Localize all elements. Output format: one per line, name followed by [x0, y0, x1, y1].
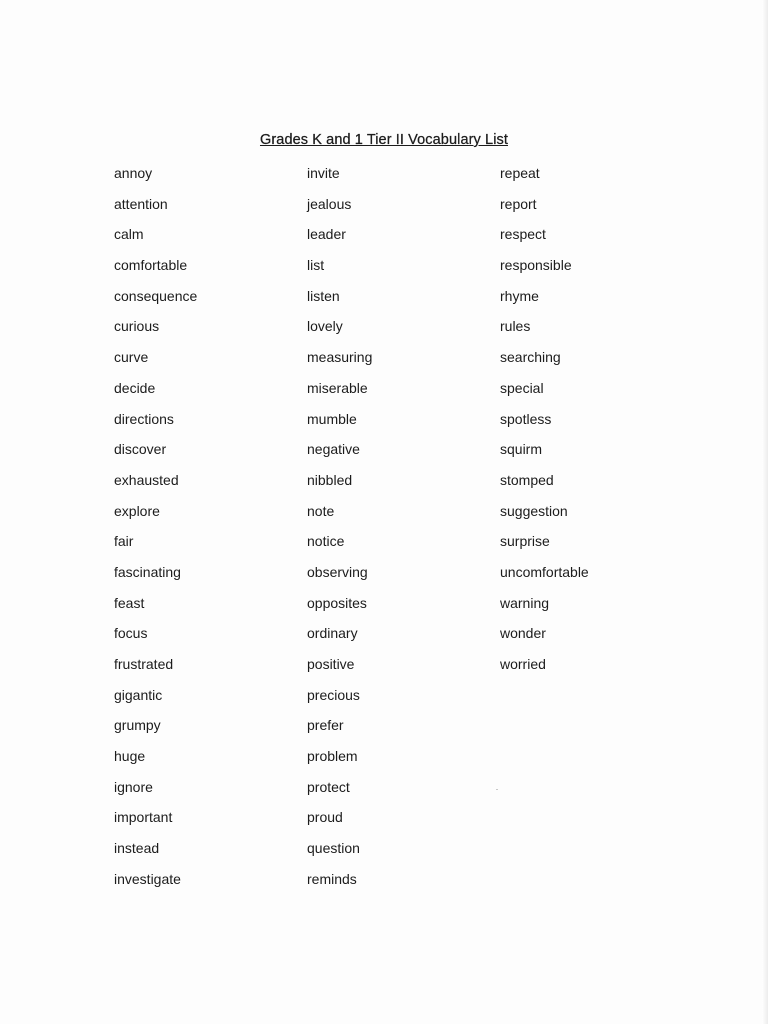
- vocabulary-word: attention: [114, 195, 168, 212]
- vocabulary-word: ordinary: [307, 625, 358, 642]
- vocabulary-word: suggestion: [500, 502, 568, 519]
- scan-speck: [496, 789, 498, 790]
- vocabulary-word: searching: [500, 349, 561, 366]
- vocabulary-word: list: [307, 257, 325, 274]
- vocabulary-word: reminds: [307, 870, 357, 887]
- vocabulary-word: huge: [114, 748, 146, 765]
- vocabulary-word: special: [500, 379, 544, 396]
- vocabulary-word: gigantic: [114, 686, 163, 703]
- vocabulary-word: wonder: [500, 625, 546, 642]
- vocabulary-column-2: [307, 162, 372, 899]
- vocabulary-word: investigate: [114, 870, 181, 887]
- vocabulary-word: proud: [307, 809, 343, 826]
- vocabulary-word: curve: [114, 349, 149, 366]
- vocabulary-word: lovely: [307, 318, 343, 335]
- vocabulary-word: focus: [114, 625, 148, 642]
- vocabulary-word: protect: [307, 778, 350, 795]
- vocabulary-word: surprise: [500, 533, 550, 550]
- vocabulary-word: notice: [307, 533, 345, 550]
- vocabulary-word: rhyme: [500, 287, 539, 304]
- vocabulary-word: exhausted: [114, 471, 179, 488]
- page-title: Grades K and 1 Tier II Vocabulary List: [259, 132, 508, 148]
- vocabulary-word: frustrated: [114, 656, 174, 672]
- vocabulary-word: opposites: [307, 594, 367, 611]
- vocabulary-word: report: [500, 195, 537, 212]
- vocabulary-word: measuring: [307, 349, 373, 366]
- vocabulary-word: fair: [114, 533, 134, 550]
- vocabulary-word: grumpy: [114, 717, 161, 734]
- vocabulary-word: miserable: [307, 379, 368, 396]
- vocabulary-word: annoy: [114, 165, 153, 181]
- vocabulary-word: directions: [114, 410, 174, 427]
- vocabulary-word: important: [114, 809, 173, 826]
- vocabulary-word: nibbled: [307, 471, 353, 488]
- vocabulary-word: negative: [307, 441, 360, 458]
- vocabulary-word: question: [307, 840, 360, 857]
- vocabulary-word: worried: [500, 656, 546, 672]
- vocabulary-word: rules: [500, 318, 531, 335]
- vocabulary-word: responsible: [500, 257, 572, 274]
- vocabulary-word: repeat: [500, 165, 540, 181]
- vocabulary-word: problem: [307, 748, 358, 765]
- vocabulary-word: comfortable: [114, 257, 188, 274]
- vocabulary-word: stomped: [500, 471, 554, 488]
- vocabulary-word: respect: [500, 226, 546, 243]
- vocabulary-word: warning: [500, 594, 550, 611]
- vocabulary-word: discover: [114, 441, 167, 458]
- scan-edge-shadow: [762, 0, 768, 1024]
- vocabulary-word: curious: [114, 318, 160, 335]
- vocabulary-word: leader: [307, 226, 346, 243]
- vocabulary-word: positive: [307, 656, 355, 672]
- vocabulary-word: jealous: [307, 195, 352, 212]
- vocabulary-word: fascinating: [114, 563, 181, 580]
- vocabulary-word: feast: [114, 594, 145, 611]
- vocabulary-column-1: [114, 162, 197, 899]
- vocabulary-word: consequence: [114, 287, 198, 304]
- vocabulary-word: calm: [114, 226, 144, 243]
- vocabulary-word: prefer: [307, 717, 344, 734]
- vocabulary-column-3: [500, 162, 589, 684]
- vocabulary-word: uncomfortable: [500, 563, 589, 580]
- vocabulary-word: decide: [114, 379, 156, 396]
- vocabulary-word: listen: [307, 287, 340, 304]
- vocabulary-word: note: [307, 502, 335, 519]
- vocabulary-word: precious: [307, 686, 360, 703]
- vocabulary-word: invite: [307, 165, 340, 181]
- vocabulary-word: ignore: [114, 778, 153, 795]
- vocabulary-word: instead: [114, 840, 160, 857]
- vocabulary-word: spotless: [500, 410, 552, 427]
- vocabulary-word: observing: [307, 563, 368, 580]
- vocabulary-word: explore: [114, 502, 160, 519]
- vocabulary-word: squirm: [500, 441, 543, 458]
- vocabulary-word: mumble: [307, 410, 357, 427]
